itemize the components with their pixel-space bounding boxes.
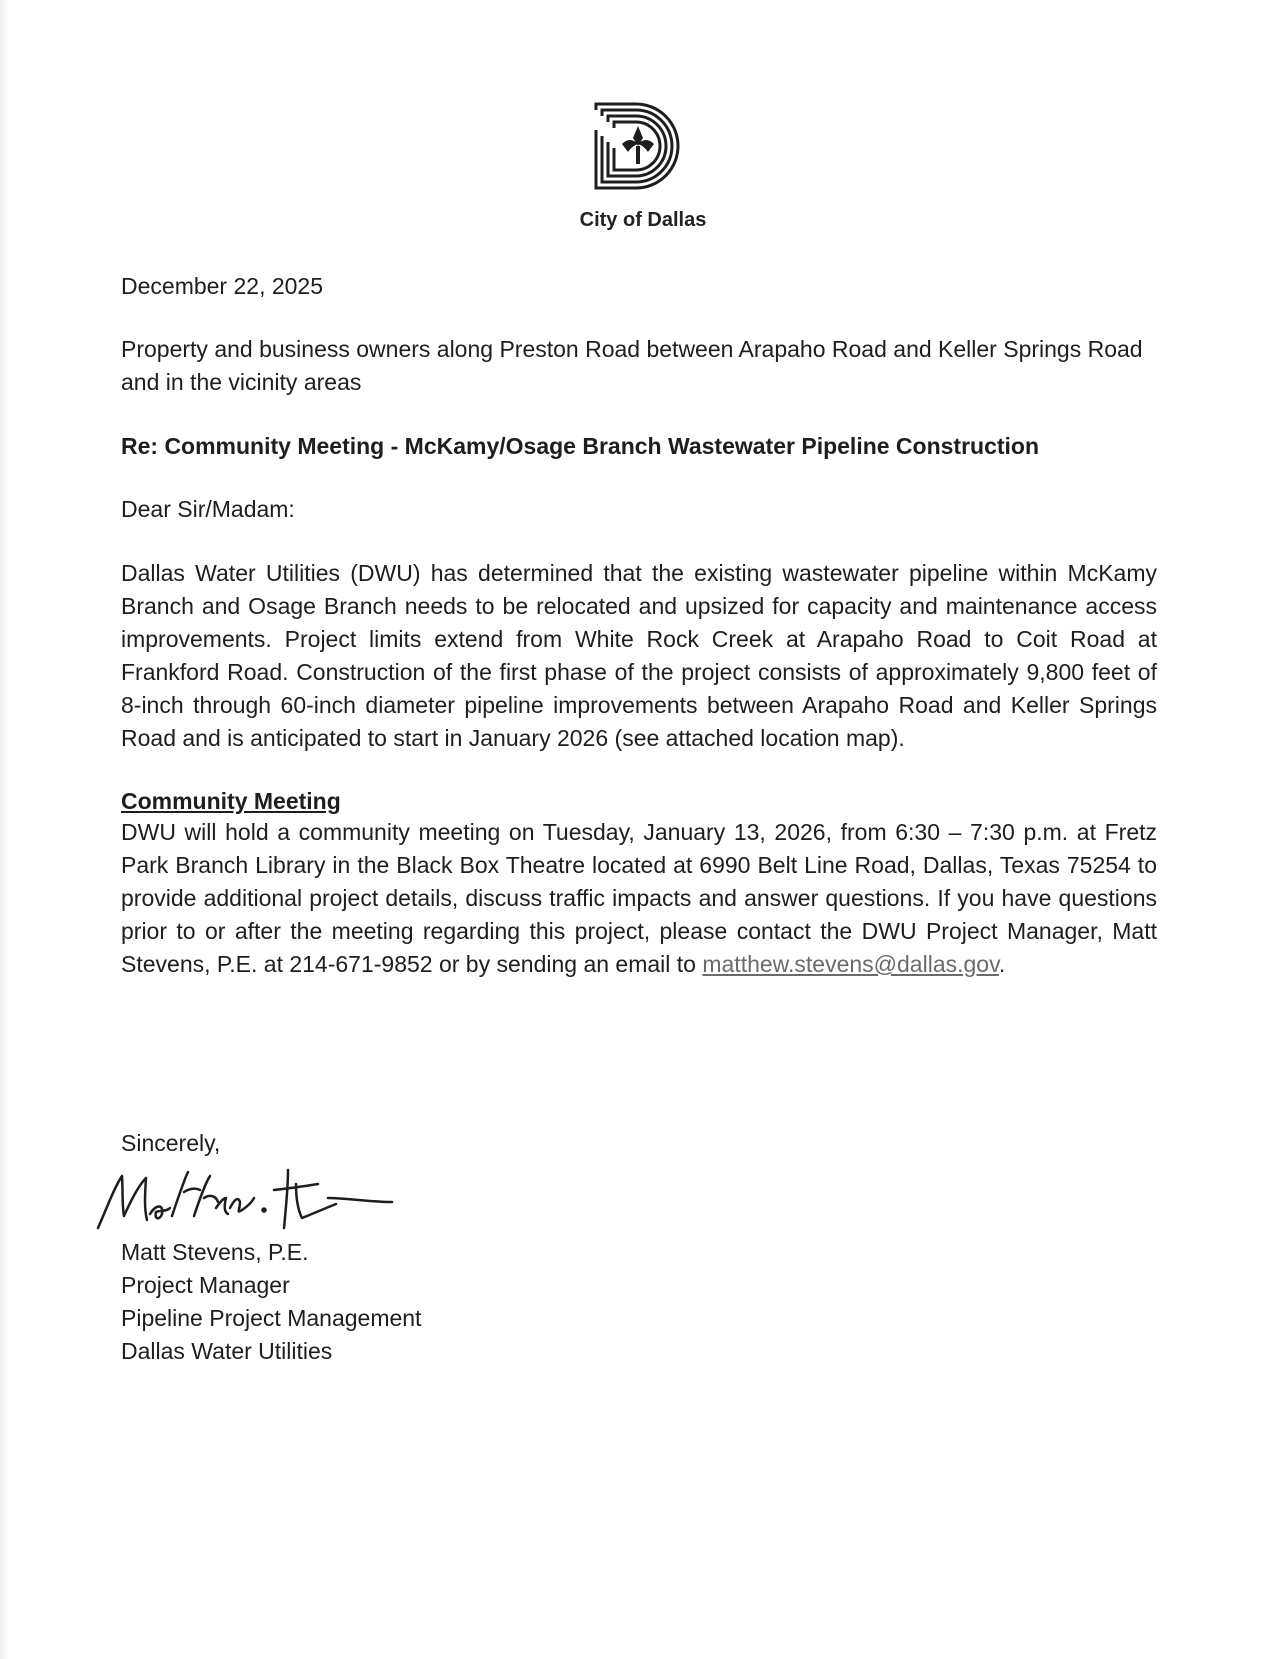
signer-block [121, 1236, 421, 1368]
community-meeting-paragraph [121, 816, 1157, 981]
city-of-dallas-logo-icon [588, 100, 698, 196]
closing: Sincerely, [121, 1130, 221, 1156]
letter-date: December 22, 2025 [121, 273, 324, 299]
letter-body [121, 270, 1157, 981]
meeting-details-text: DWU will hold a community meeting on Tuesday, January 13, 2026, from 6:30 – 7:30 p.m. at Fretz Park Branch Library in the Black Box Theatre located at 6990 Belt Line Road, Dallas, Texas 75254 to provide additional project details, discuss traffic impacts and answer questions. If you have questions prior to or after the meeting regarding this project, please contact the DWU Project Manager, Matt Stevens, P.E. at 214-671-9852 or by sending an email to [121, 819, 1157, 977]
community-meeting-heading: Community Meeting [121, 788, 341, 814]
org-name: City of Dallas [579, 209, 707, 231]
signer-title: Project Manager [121, 1272, 290, 1298]
signer-department: Dallas Water Utilities [121, 1338, 333, 1364]
project-description-paragraph: Dallas Water Utilities (DWU) has determined that the existing wastewater pipeline within McKamy Branch and Osage Branch needs to be relocated and upsized for capacity and maintenance access improvements. Project limits extend from White Rock Creek at Arapaho Road to Coit Road at Frankford Road. Construction of the first phase of the project consists of approximately 9,800 feet of 8-inch through 60-inch diameter pipeline improvements between Arapaho Road and Keller Springs Road and is anticipated to start in January 2026 (see attached location map). [121, 560, 1157, 751]
scan-page-edge [0, 0, 10, 1659]
recipient-line: Property and business owners along Preston Road between Arapaho Road and Keller Springs Road and in the vicinity areas [121, 336, 1143, 395]
contact-email-link[interactable]: matthew.stevens@dallas.gov [702, 951, 999, 977]
salutation: Dear Sir/Madam: [121, 496, 295, 522]
signer-name: Matt Stevens, P.E. [121, 1239, 309, 1265]
email-suffix: . [998, 951, 1006, 977]
letterhead [0, 100, 1286, 201]
signer-division: Pipeline Project Management [121, 1305, 422, 1331]
subject-line: Re: Community Meeting - McKamy/Osage Branch Wastewater Pipeline Construction [121, 433, 1040, 459]
